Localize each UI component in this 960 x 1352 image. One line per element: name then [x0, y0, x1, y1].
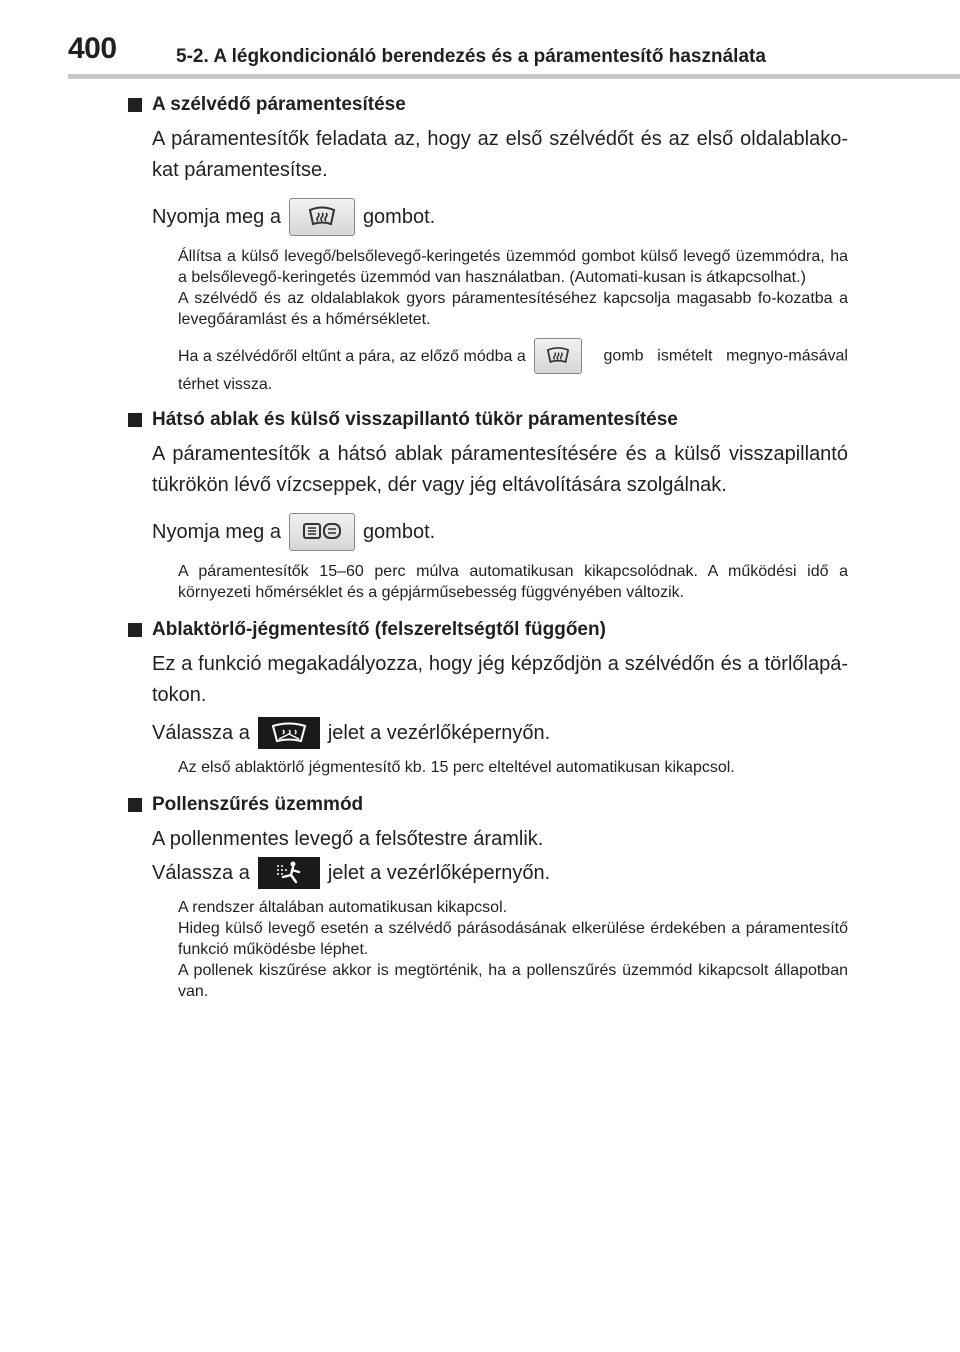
section-body: A pollenmentes levegő a felsőtestre áramlik.: [152, 828, 544, 850]
wiper-deicer-icon: [258, 717, 320, 749]
section-heading: [126, 792, 848, 818]
header-rule: [68, 74, 960, 79]
square-bullet-icon: [128, 98, 142, 112]
instruction-text: Nyomja meg a: [152, 205, 281, 228]
section-pollen-filter: [126, 792, 848, 1002]
note-text: gomb ismételt megnyo-másával térhet vissza.: [178, 347, 848, 393]
square-bullet-icon: [128, 798, 142, 812]
rear-defogger-icon: [289, 513, 355, 551]
section-windshield-defog: [126, 92, 848, 395]
section-body: A páramentesítők feladata az, hogy az első szélvédőt és az első oldalablako-kat páramentesítse.: [152, 128, 848, 181]
section-body: Ez a funkció megakadályozza, hogy jég képződjön a szélvédőn és a törlőlapá-tokon.: [152, 653, 848, 706]
note: A rendszer általában automatikusan kikapcsol.: [178, 899, 508, 916]
pollen-filter-icon: [258, 857, 320, 889]
page-number: 400: [68, 32, 117, 65]
instruction-text: jelet a vezérlőképernyőn.: [327, 721, 551, 744]
square-bullet-icon: [128, 623, 142, 637]
square-bullet-icon: [128, 413, 142, 427]
section-heading: [126, 92, 848, 118]
section-body: A páramentesítők a hátsó ablak páramentesítésére és a külső visszapillantó tükrökön lévő vízcseppek, dér vagy jég eltávolítására szolgálnak.: [152, 443, 848, 496]
page-content: [126, 92, 848, 1002]
select-instruction: [152, 717, 848, 749]
press-instruction: [152, 198, 848, 236]
page-header: [0, 0, 960, 80]
note: Az első ablaktörlő jégmentesítő kb. 15 perc elteltével automatikusan kikapcsol.: [178, 759, 735, 776]
note: A szélvédő és az oldalablakok gyors páramentesítéséhez kapcsolja magasabb fo-kozatba a levegőáramlást és a hőmérsékletet.: [178, 290, 848, 328]
heading-text: A szélvédő páramentesítése: [152, 94, 406, 115]
front-defroster-icon: [534, 338, 582, 374]
instruction-text: Válassza a: [152, 721, 250, 744]
note: Hideg külső levegő esetén a szélvédő párásodásának elkerülése érdekében a páramentesítő funkció működésbe léphet.: [178, 920, 848, 958]
section-rear-defog: [126, 407, 848, 603]
instruction-text: gombot.: [362, 205, 436, 228]
heading-text: Ablaktörlő-jégmentesítő (felszereltségtől függően): [152, 619, 606, 640]
note-text: Ha a szélvédőről eltűnt a pára, az előző módba a: [178, 347, 526, 365]
chapter-title: 5-2. A légkondicionáló berendezés és a páramentesítő használata: [176, 46, 766, 67]
select-instruction: [152, 857, 848, 889]
instruction-text: Nyomja meg a: [152, 520, 281, 543]
note: Állítsa a külső levegő/belsőlevegő-keringetés üzemmód gombot külső levegő üzemmódra, ha a belsőlevegő-keringetés üzemmód van használatban. (Automati-kusan is átkapcsolhat.): [178, 248, 848, 286]
instruction-text: gombot.: [362, 520, 436, 543]
section-heading: [126, 617, 848, 643]
heading-text: Hátsó ablak és külső visszapillantó tükör páramentesítése: [152, 409, 678, 430]
heading-text: Pollenszűrés üzemmód: [152, 794, 364, 815]
note: [178, 338, 848, 395]
note: A páramentesítők 15–60 perc múlva automatikusan kikapcsolódnak. A működési idő a környezeti hőmérséklet és a gépjárműsebesség függvényében változik.: [178, 563, 848, 601]
press-instruction: [152, 513, 848, 551]
section-wiper-deicer: [126, 617, 848, 778]
note: A pollenek kiszűrése akkor is megtörténik, ha a pollenszűrés üzemmód kikapcsolt állapotban van.: [178, 962, 848, 1000]
section-heading: [126, 407, 848, 433]
front-defroster-icon: [289, 198, 355, 236]
instruction-text: Válassza a: [152, 861, 250, 884]
instruction-text: jelet a vezérlőképernyőn.: [327, 861, 551, 884]
